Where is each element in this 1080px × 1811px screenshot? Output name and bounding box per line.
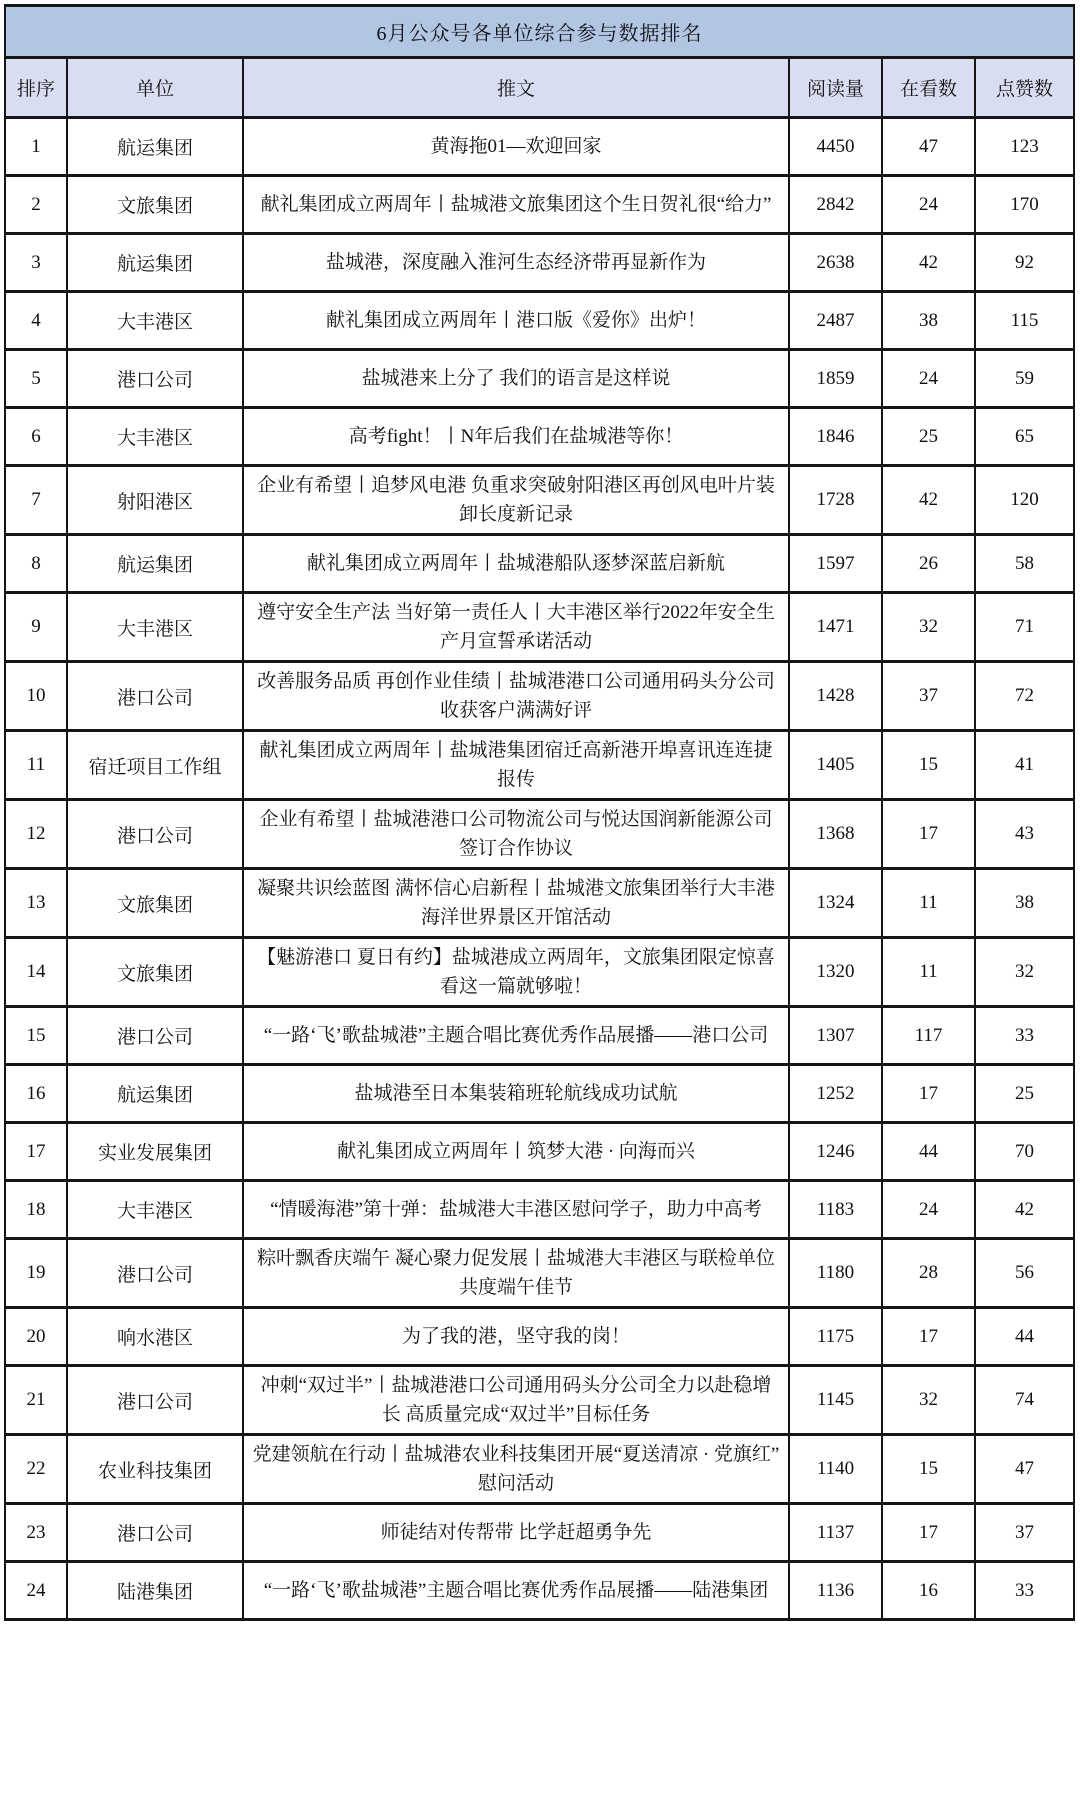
reads-cell: 1137	[789, 1504, 882, 1562]
reads-cell: 1183	[789, 1181, 882, 1239]
table-row	[5, 408, 1074, 466]
watching-cell: 44	[882, 1123, 975, 1181]
rank-cell: 12	[5, 800, 67, 869]
reads-cell: 1252	[789, 1065, 882, 1123]
table-row	[5, 1366, 1074, 1435]
likes-cell: 72	[975, 662, 1074, 731]
tweet-cell: 粽叶飘香庆端午 凝心聚力促发展丨盐城港大丰港区与联检单位共度端午佳节	[243, 1239, 789, 1308]
reads-cell: 2638	[789, 234, 882, 292]
likes-cell: 41	[975, 731, 1074, 800]
reads-cell: 1136	[789, 1562, 882, 1620]
table-row	[5, 118, 1074, 176]
likes-cell: 92	[975, 234, 1074, 292]
table-row	[5, 535, 1074, 593]
likes-cell: 38	[975, 869, 1074, 938]
reads-cell: 1307	[789, 1007, 882, 1065]
table-row	[5, 869, 1074, 938]
likes-cell: 58	[975, 535, 1074, 593]
unit-cell: 陆港集团	[67, 1562, 243, 1620]
watching-cell: 16	[882, 1562, 975, 1620]
table-row	[5, 731, 1074, 800]
watching-cell: 15	[882, 1435, 975, 1504]
rank-cell: 10	[5, 662, 67, 731]
table-row	[5, 1504, 1074, 1562]
reads-cell: 1428	[789, 662, 882, 731]
likes-cell: 43	[975, 800, 1074, 869]
table-header-row	[5, 58, 1074, 118]
likes-cell: 123	[975, 118, 1074, 176]
table-row	[5, 1435, 1074, 1504]
rank-cell: 4	[5, 292, 67, 350]
rank-cell: 6	[5, 408, 67, 466]
watching-cell: 17	[882, 800, 975, 869]
table-row	[5, 1007, 1074, 1065]
likes-cell: 42	[975, 1181, 1074, 1239]
reads-cell: 2842	[789, 176, 882, 234]
table-title: 6月公众号各单位综合参与数据排名	[5, 6, 1074, 58]
table-row	[5, 1123, 1074, 1181]
table-row	[5, 1562, 1074, 1620]
watching-cell: 42	[882, 234, 975, 292]
watching-cell: 17	[882, 1504, 975, 1562]
likes-cell: 65	[975, 408, 1074, 466]
table-row	[5, 1308, 1074, 1366]
tweet-cell: 献礼集团成立两周年丨盐城港船队逐梦深蓝启新航	[243, 535, 789, 593]
table-row	[5, 234, 1074, 292]
unit-cell: 港口公司	[67, 350, 243, 408]
watching-cell: 11	[882, 938, 975, 1007]
likes-cell: 70	[975, 1123, 1074, 1181]
rank-cell: 3	[5, 234, 67, 292]
watching-cell: 32	[882, 1366, 975, 1435]
watching-cell: 42	[882, 466, 975, 535]
table-row	[5, 1065, 1074, 1123]
watching-cell: 37	[882, 662, 975, 731]
tweet-cell: “情暖海港”第十弹：盐城港大丰港区慰问学子，助力中高考	[243, 1181, 789, 1239]
column-header-likes: 点赞数	[975, 58, 1074, 118]
reads-cell: 1859	[789, 350, 882, 408]
rank-cell: 1	[5, 118, 67, 176]
table-row	[5, 593, 1074, 662]
rank-cell: 22	[5, 1435, 67, 1504]
tweet-cell: 党建领航在行动丨盐城港农业科技集团开展“夏送清凉 · 党旗红”慰问活动	[243, 1435, 789, 1504]
watching-cell: 11	[882, 869, 975, 938]
rank-cell: 15	[5, 1007, 67, 1065]
likes-cell: 74	[975, 1366, 1074, 1435]
table-row	[5, 662, 1074, 731]
rank-cell: 23	[5, 1504, 67, 1562]
tweet-cell: 盐城港，深度融入淮河生态经济带再显新作为	[243, 234, 789, 292]
rank-cell: 20	[5, 1308, 67, 1366]
reads-cell: 1246	[789, 1123, 882, 1181]
unit-cell: 实业发展集团	[67, 1123, 243, 1181]
likes-cell: 56	[975, 1239, 1074, 1308]
rank-cell: 24	[5, 1562, 67, 1620]
unit-cell: 港口公司	[67, 662, 243, 731]
watching-cell: 28	[882, 1239, 975, 1308]
tweet-cell: 献礼集团成立两周年丨盐城港集团宿迁高新港开埠喜讯连连捷报传	[243, 731, 789, 800]
tweet-cell: 盐城港至日本集装箱班轮航线成功试航	[243, 1065, 789, 1123]
likes-cell: 37	[975, 1504, 1074, 1562]
unit-cell: 宿迁项目工作组	[67, 731, 243, 800]
table-row	[5, 800, 1074, 869]
reads-cell: 1175	[789, 1308, 882, 1366]
likes-cell: 170	[975, 176, 1074, 234]
likes-cell: 71	[975, 593, 1074, 662]
watching-cell: 25	[882, 408, 975, 466]
rank-cell: 17	[5, 1123, 67, 1181]
tweet-cell: 遵守安全生产法 当好第一责任人丨大丰港区举行2022年安全生产月宣誓承诺活动	[243, 593, 789, 662]
unit-cell: 文旅集团	[67, 869, 243, 938]
rank-cell: 16	[5, 1065, 67, 1123]
likes-cell: 59	[975, 350, 1074, 408]
rank-cell: 7	[5, 466, 67, 535]
likes-cell: 25	[975, 1065, 1074, 1123]
unit-cell: 航运集团	[67, 234, 243, 292]
tweet-cell: 冲刺“双过半”丨盐城港港口公司通用码头分公司全力以赴稳增长 高质量完成“双过半”目标任务	[243, 1366, 789, 1435]
reads-cell: 1140	[789, 1435, 882, 1504]
watching-cell: 24	[882, 350, 975, 408]
watching-cell: 38	[882, 292, 975, 350]
unit-cell: 航运集团	[67, 1065, 243, 1123]
likes-cell: 115	[975, 292, 1074, 350]
watching-cell: 47	[882, 118, 975, 176]
reads-cell: 1145	[789, 1366, 882, 1435]
tweet-cell: “一路‘飞’歌盐城港”主题合唱比赛优秀作品展播——陆港集团	[243, 1562, 789, 1620]
rank-cell: 13	[5, 869, 67, 938]
tweet-cell: 献礼集团成立两周年丨盐城港文旅集团这个生日贺礼很“给力”	[243, 176, 789, 234]
unit-cell: 港口公司	[67, 1504, 243, 1562]
watching-cell: 32	[882, 593, 975, 662]
unit-cell: 大丰港区	[67, 292, 243, 350]
watching-cell: 24	[882, 176, 975, 234]
column-header-watching: 在看数	[882, 58, 975, 118]
reads-cell: 1180	[789, 1239, 882, 1308]
column-header-tweet: 推文	[243, 58, 789, 118]
rank-cell: 8	[5, 535, 67, 593]
tweet-cell: 师徒结对传帮带 比学赶超勇争先	[243, 1504, 789, 1562]
ranking-table	[4, 4, 1075, 1621]
reads-cell: 1405	[789, 731, 882, 800]
unit-cell: 大丰港区	[67, 408, 243, 466]
likes-cell: 32	[975, 938, 1074, 1007]
table-row	[5, 1239, 1074, 1308]
table-row	[5, 176, 1074, 234]
likes-cell: 33	[975, 1562, 1074, 1620]
unit-cell: 航运集团	[67, 535, 243, 593]
tweet-cell: 黄海拖01—欢迎回家	[243, 118, 789, 176]
table-title-row	[5, 6, 1074, 58]
column-header-rank: 排序	[5, 58, 67, 118]
table-row	[5, 1181, 1074, 1239]
reads-cell: 1471	[789, 593, 882, 662]
tweet-cell: 凝聚共识绘蓝图 满怀信心启新程丨盐城港文旅集团举行大丰港海洋世界景区开馆活动	[243, 869, 789, 938]
rank-cell: 11	[5, 731, 67, 800]
unit-cell: 航运集团	[67, 118, 243, 176]
unit-cell: 港口公司	[67, 1007, 243, 1065]
tweet-cell: “一路‘飞’歌盐城港”主题合唱比赛优秀作品展播——港口公司	[243, 1007, 789, 1065]
reads-cell: 1728	[789, 466, 882, 535]
unit-cell: 响水港区	[67, 1308, 243, 1366]
watching-cell: 26	[882, 535, 975, 593]
unit-cell: 农业科技集团	[67, 1435, 243, 1504]
table-body	[5, 118, 1074, 1620]
watching-cell: 117	[882, 1007, 975, 1065]
likes-cell: 44	[975, 1308, 1074, 1366]
tweet-cell: 【魅游港口 夏日有约】盐城港成立两周年，文旅集团限定惊喜看这一篇就够啦！	[243, 938, 789, 1007]
watching-cell: 17	[882, 1308, 975, 1366]
tweet-cell: 盐城港来上分了 我们的语言是这样说	[243, 350, 789, 408]
reads-cell: 4450	[789, 118, 882, 176]
rank-cell: 2	[5, 176, 67, 234]
reads-cell: 1597	[789, 535, 882, 593]
table-row	[5, 938, 1074, 1007]
unit-cell: 射阳港区	[67, 466, 243, 535]
rank-cell: 14	[5, 938, 67, 1007]
tweet-cell: 企业有希望丨盐城港港口公司物流公司与悦达国润新能源公司签订合作协议	[243, 800, 789, 869]
rank-cell: 19	[5, 1239, 67, 1308]
reads-cell: 1320	[789, 938, 882, 1007]
likes-cell: 120	[975, 466, 1074, 535]
tweet-cell: 改善服务品质 再创作业佳绩丨盐城港港口公司通用码头分公司收获客户满满好评	[243, 662, 789, 731]
tweet-cell: 高考fight！丨N年后我们在盐城港等你！	[243, 408, 789, 466]
column-header-reads: 阅读量	[789, 58, 882, 118]
reads-cell: 1846	[789, 408, 882, 466]
rank-cell: 21	[5, 1366, 67, 1435]
rank-cell: 9	[5, 593, 67, 662]
tweet-cell: 献礼集团成立两周年丨港口版《爱你》出炉！	[243, 292, 789, 350]
unit-cell: 大丰港区	[67, 593, 243, 662]
unit-cell: 港口公司	[67, 800, 243, 869]
watching-cell: 24	[882, 1181, 975, 1239]
table-row	[5, 292, 1074, 350]
reads-cell: 1368	[789, 800, 882, 869]
unit-cell: 文旅集团	[67, 938, 243, 1007]
watching-cell: 17	[882, 1065, 975, 1123]
tweet-cell: 为了我的港，坚守我的岗！	[243, 1308, 789, 1366]
reads-cell: 2487	[789, 292, 882, 350]
unit-cell: 港口公司	[67, 1366, 243, 1435]
tweet-cell: 献礼集团成立两周年丨筑梦大港 · 向海而兴	[243, 1123, 789, 1181]
rank-cell: 5	[5, 350, 67, 408]
unit-cell: 文旅集团	[67, 176, 243, 234]
reads-cell: 1324	[789, 869, 882, 938]
unit-cell: 港口公司	[67, 1239, 243, 1308]
likes-cell: 33	[975, 1007, 1074, 1065]
column-header-unit: 单位	[67, 58, 243, 118]
table-row	[5, 350, 1074, 408]
unit-cell: 大丰港区	[67, 1181, 243, 1239]
likes-cell: 47	[975, 1435, 1074, 1504]
watching-cell: 15	[882, 731, 975, 800]
tweet-cell: 企业有希望丨追梦风电港 负重求突破射阳港区再创风电叶片装卸长度新记录	[243, 466, 789, 535]
table-row	[5, 466, 1074, 535]
rank-cell: 18	[5, 1181, 67, 1239]
